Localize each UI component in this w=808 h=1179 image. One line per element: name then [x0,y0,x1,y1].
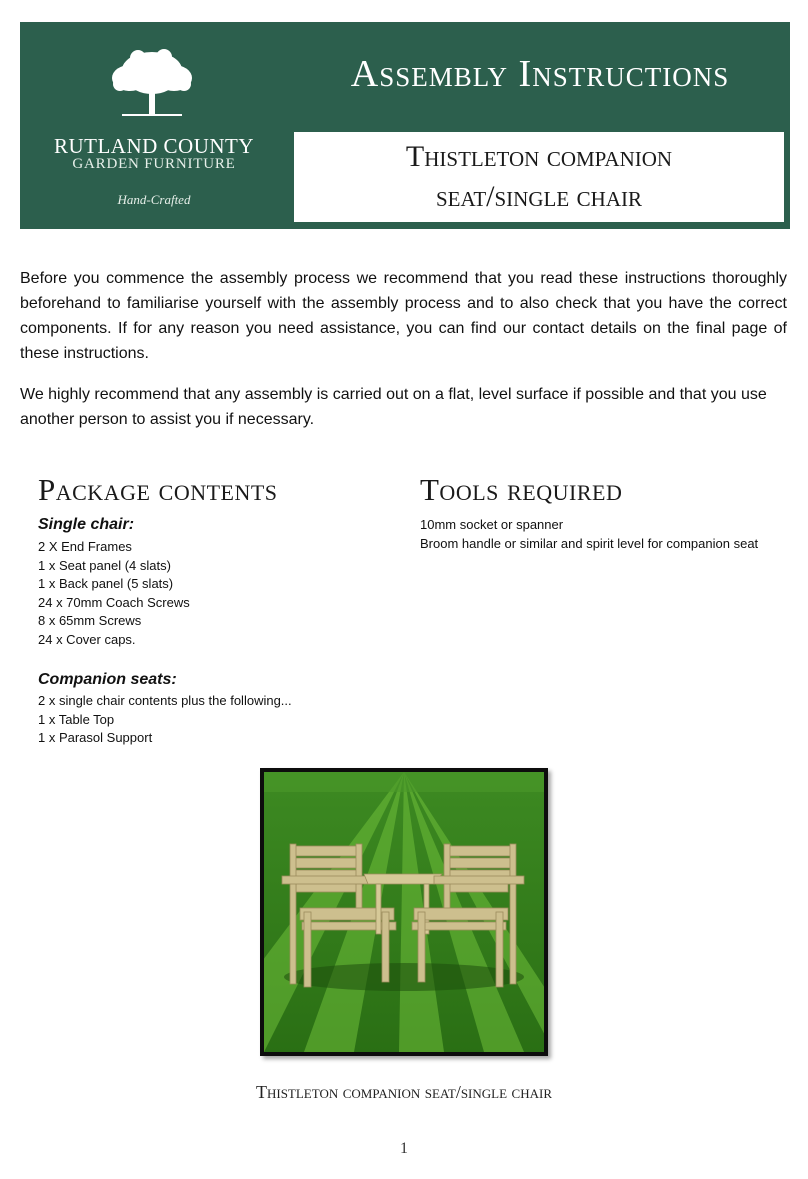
header-divider [20,226,790,229]
product-subtitle: Thistleton companion seat/single chair [405,140,673,213]
list-item: 24 x Cover caps. [38,631,136,647]
single-chair-list [38,538,190,649]
subtitle-box [292,130,786,224]
header-banner [20,22,790,228]
intro-paragraph-2: We highly recommend that any assembly is carried out on a flat, level surface if possible and that you use another person to assist you if necessary. [20,386,767,428]
brand-tagline: Hand-Crafted [117,192,191,207]
page-number: 1 [400,1140,408,1157]
companion-seats-label: Companion seats: [38,671,177,688]
list-item: 2 X End Frames [38,539,132,554]
intro-paragraph-1: Before you commence the assembly process we recommend that you read these instructions thoroughly beforehand to familiarise yourself with the assembly process and to also check that you have the correct components. If for any reason you need assistance, you can find our contact details on the final page of these instructions. [20,270,787,362]
photo-caption: Thistleton companion seat/single chair [255,1082,552,1102]
tools-required-heading: Tools required [420,472,623,507]
list-item: 8 x 65mm Screws [38,613,142,628]
list-item: 10mm socket or spanner [420,517,564,532]
oak-tree-icon [108,48,196,120]
list-item: Broom handle or similar and spirit level for companion seat [420,535,759,551]
brand-name: RUTLAND COUNTY [53,134,255,158]
product-photo [260,768,548,1056]
list-item: 2 x single chair contents plus the following... [38,693,292,708]
list-item: 1 x Parasol Support [38,730,153,745]
brand-subtitle: GARDEN FURNITURE [72,156,236,172]
garden-chair-illustration [264,772,544,1052]
tools-list [420,516,765,553]
list-item: 1 x Table Top [38,711,115,727]
document-title: Assembly Instructions [350,53,730,95]
list-item: 1 x Seat panel (4 slats) [38,557,171,573]
list-item: 1 x Back panel (5 slats) [38,576,174,591]
brand-logo [20,22,288,228]
single-chair-label: Single chair: [38,516,135,533]
package-contents-heading: Package contents [38,472,278,507]
companion-seats-list [38,692,292,748]
list-item: 24 x 70mm Coach Screws [38,594,190,610]
